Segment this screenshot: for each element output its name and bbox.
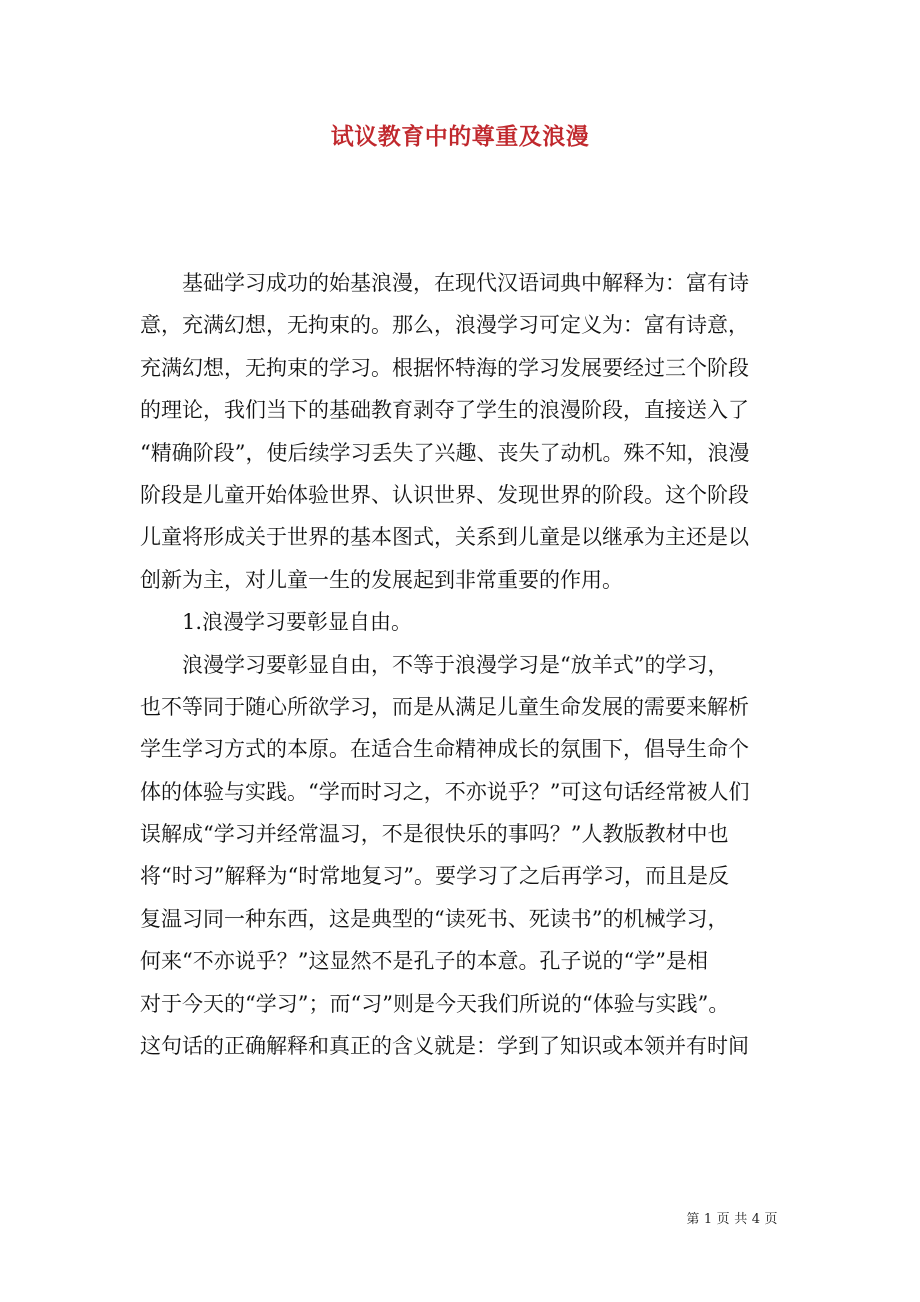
paragraph-line: 学生学习方式的本原。在适合生命精神成长的氛围下，倡导生命个 xyxy=(140,737,749,762)
paragraph-line: 也不等同于随心所欲学习，而是从满足儿童生命发展的需要来解析 xyxy=(140,694,749,719)
paragraph-line: “精确阶段”，使后续学习丢失了兴趣、丧失了动机。殊不知，浪漫 xyxy=(140,440,750,465)
paragraph-line: 阶段是儿童开始体验世界、认识世界、发现世界的阶段。这个阶段 xyxy=(140,482,749,507)
paragraph-line: 误解成“学习并经常温习，不是很快乐的事吗？”人教版教材中也 xyxy=(140,822,729,847)
paragraph-line: 浪漫学习要彰显自由，不等于浪漫学习是“放羊式”的学习， xyxy=(182,652,729,677)
paragraph-line: 体的体验与实践。“学而时习之，不亦说乎？”可这句话经常被人们 xyxy=(140,779,750,804)
footer-page-unit: 页 xyxy=(716,1212,731,1227)
paragraph-line: 基础学习成功的始基浪漫，在现代汉语词典中解释为：富有诗 xyxy=(182,271,749,295)
footer-total-unit: 页 xyxy=(764,1212,778,1227)
paragraph-line: 这句话的正确解释和真正的含义就是：学到了知识或本领并有时间 xyxy=(140,1034,749,1059)
footer-prefix: 第 xyxy=(686,1212,700,1227)
paragraph-line: 复温习同一种东西，这是典型的“读死书、死读书”的机械学习， xyxy=(140,906,729,931)
total-page-count: 4 xyxy=(751,1212,761,1227)
paragraph-line: 将“时习”解释为“时常地复习”。要学习了之后再学习，而且是反 xyxy=(140,864,729,889)
footer-total-prefix: 共 xyxy=(734,1212,748,1227)
current-page-number: 1 xyxy=(703,1212,713,1227)
document-title: 试议教育中的尊重及浪漫 xyxy=(330,123,590,150)
section-heading: 1.浪漫学习要彰显自由。 xyxy=(182,610,413,635)
paragraph-line: 创新为主，对儿童一生的发展起到非常重要的作用。 xyxy=(140,567,623,592)
paragraph-line: 充满幻想，无拘束的学习。根据怀特海的学习发展要经过三个阶段 xyxy=(140,355,749,380)
document-body xyxy=(140,262,780,1067)
paragraph-line: 的理论，我们当下的基础教育剥夺了学生的浪漫阶段，直接送入了 xyxy=(140,398,749,423)
page-number-footer xyxy=(684,1208,780,1227)
paragraph-line: 意，充满幻想，无拘束的。那么，浪漫学习可定义为：富有诗意， xyxy=(140,313,749,338)
paragraph-line: 对于今天的“学习”；而“习”则是今天我们所说的“体验与实践”。 xyxy=(140,991,730,1016)
paragraph-line: 何来“不亦说乎？”这显然不是孔子的本意。孔子说的“学”是相 xyxy=(140,949,708,974)
paragraph-line: 儿童将形成关于世界的基本图式，关系到儿童是以继承为主还是以 xyxy=(140,525,749,550)
